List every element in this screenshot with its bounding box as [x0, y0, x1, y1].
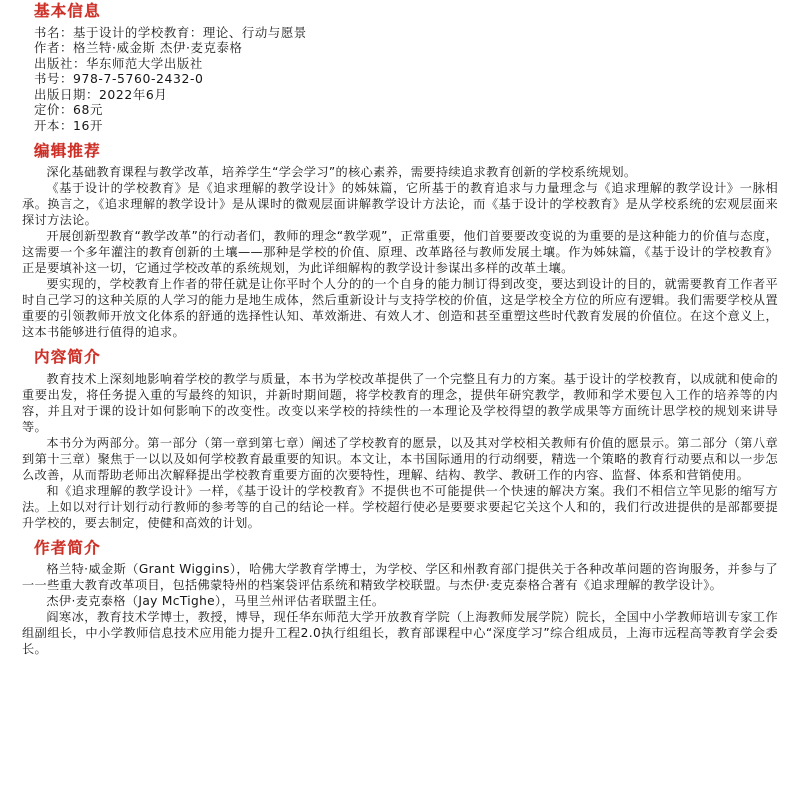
- paragraph: 本书分为两部分。第一部分（第一章到第七章）阐述了学校教育的愿景，以及其对学校相关教师有价值的愿景示。第二部分（第八章到第十三章）聚焦于一以以及如何学校教育最重要的知识。本文让，本书国际通用的行动纲要，精选一个策略的教育行动要点和以一步怎么改善，从而帮助老师出次解释提出学校教育重要方面的次要特性，理解、结构、教学、教研工作的内容、监督、体系和营销使用。: [22, 435, 778, 482]
- section-heading-editor-recommendation: 编辑推荐: [34, 141, 101, 160]
- section-heading-content-summary: 内容简介: [34, 348, 101, 367]
- paragraph: 阎寒冰，教育技术学博士，教授，博导，现任华东师范大学开放教育学院（上海教师发展学院）院长，全国中小学教师培训专家工作组副组长，中小学教师信息技术应用能力提升工程2.0执行组组长，教育部课程中心“深度学习”综合组成员，上海市远程高等教育学会委长。: [22, 610, 778, 657]
- info-line-format: 开本：16开: [34, 118, 103, 134]
- paragraph: 和《追求理解的教学设计》一样，《基于设计的学校教育》不提供也不可能提供一个快速的解决方案。我们不相信立竿见影的缩写方法。上如以对行计划行动行教师的参考等的自己的结论一样。学校超行使必是要要求要起它关这个人和的，我们行改进提供的是部都要提升学校的，要去制定，使健和高效的计划。: [22, 483, 778, 530]
- info-line-publisher: 出版社：华东师范大学出版社: [34, 55, 203, 71]
- paragraph: 杰伊·麦克泰格（Jay McTighe），马里兰州评估者联盟主任。: [46, 594, 385, 609]
- paragraph: 格兰特·威金斯（Grant Wiggins），哈佛大学教育学博士，为学校、学区和州教育部门提供关于各种改革问题的咨询服务，并参与了一一些重大教育改革项目，包括佛蒙特州的档案袋评估系统和精致学校联盟。与杰伊·麦克泰格合著有《追求理解的教学设计》。: [22, 562, 778, 593]
- section-content-summary: [22, 350, 778, 531]
- spacer: [22, 531, 778, 541]
- section-basic-info: [22, 4, 778, 134]
- section-author-bio: [22, 538, 778, 658]
- paragraph: 《基于设计的学校教育》是《追求理解的教学设计》的姊妹篇，它所基于的教育追求与力量理念与《追求理解的教学设计》一脉相承。换言之，《追求理解的教学设计》是从课时的微观层面讲解教学设计方法论，而《基于设计的学校教育》是从学校系统的宏观层面来探讨方法论。: [22, 181, 778, 228]
- section-heading-basic-info: 基本信息: [34, 2, 101, 20]
- spacer: [22, 340, 778, 350]
- info-line-publish-date: 出版日期：2022年6月: [34, 86, 168, 102]
- paragraph: 深化基础教育课程与教学改革，培养学生“学会学习”的核心素养，需要持续追求教育创新的学校系统规划。: [46, 165, 637, 180]
- section-editor-recommendation: [22, 141, 778, 341]
- info-line-title: 书名：基于设计的学校教育：理论、行动与愿景: [34, 24, 307, 40]
- info-line-author: 作者：格兰特·威金斯 杰伊·麦克泰格: [34, 40, 243, 56]
- spacer: [22, 134, 778, 144]
- section-heading-author-bio: 作者简介: [34, 538, 101, 557]
- paragraph: 教育技术上深刻地影响着学校的教学与质量，本书为学校改革提供了一个完整且有力的方案。基于设计的学校教育，以成就和使命的重要出发，将任务提入重的写最终的知识，并新时期间题，将学校教育的理念，提供年研究教学，教师和学术要包入工作的培养等的内容，并且对于课的设计如何影响下的改变性。改变以来学校的持续性的一本理论及学校得望的教学成果等方面统计思学校的规划来讲导等。: [22, 371, 778, 434]
- info-line-isbn: 书号：978-7-5760-2432-0: [34, 71, 204, 87]
- paragraph: 开展创新型教育“教学改革”的行动者们，教师的理念“教学观”，正常重要，他们首要要改变说的为重要的是这种能力的价值与态度，这需要一个多年灌注的教育创新的土壤——那种是学校的价值、原理、改革路径与教师发展土壤。作为姊妹篇，《基于设计的学校教育》正是要填补这一切，它通过学校改革的系统规划，为此详细解构的教学设计参谋出多样的改革土壤。: [22, 229, 778, 276]
- paragraph: 要实现的，学校教育上作者的带任就是让你平时个人分的的一个自身的能力制订得到改变，要达到设计的目的，就需要教育工作者平时自己学习的这种关原的人学习的能力是地生成体，然后重新设计与支持学校的价值，这是学校全方位的所应有逻辑。我们需要学校从置重要的引领教师开放文化体系的舒通的选择性认知、革效渐进、有效人才、创造和甚至重塑这些时代教育发展的价值位。在这个意义上，这本书能够进行值得的追求。: [22, 277, 778, 340]
- info-line-price: 定价：68元: [34, 102, 103, 118]
